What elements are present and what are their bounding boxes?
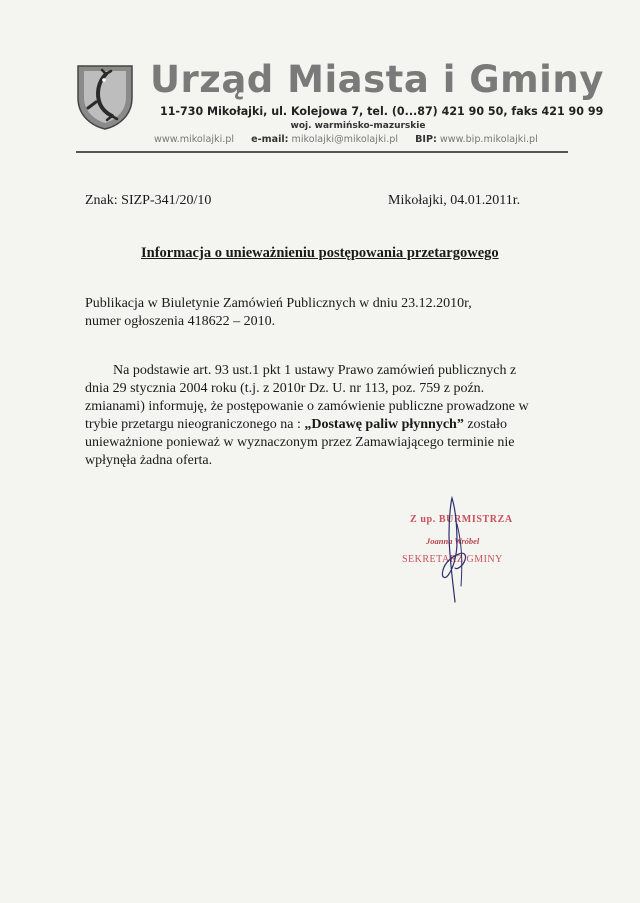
website-link[interactable]: www.mikolajki.pl <box>154 134 235 145</box>
tender-title: „Dostawę paliw płynnych” <box>304 417 464 432</box>
office-contacts <box>154 134 538 145</box>
body-line: unieważnione ponieważ w wyznaczonym przez Zamawiającego terminie nie <box>85 435 515 450</box>
body-line: Na podstawie art. 93 ust.1 pkt 1 ustawy Prawo zamówień publicznych z <box>113 363 517 378</box>
email-label: e-mail: <box>251 134 289 145</box>
stamp-signatory: Joanna Wróbel <box>426 536 480 546</box>
body-line: dnia 29 stycznia 2004 roku (t.j. z 2010r Dz. U. nr 113, poz. 759 z poźn. <box>85 381 485 396</box>
bip-label: BIP: <box>415 134 437 145</box>
stamp-line: SEKRETARZ GMINY <box>402 554 503 565</box>
body-line <box>85 416 565 434</box>
publication-line: numer ogłoszenia 418622 – 2010. <box>85 314 276 329</box>
email-link[interactable]: mikolajki@mikolajki.pl <box>291 134 398 145</box>
publication-info <box>85 295 555 331</box>
office-region: woj. warmińsko-mazurskie <box>290 121 426 131</box>
office-name: Urząd Miasta i Gminy <box>150 58 604 101</box>
publication-line: Publikacja w Biuletynie Zamówień Publicznych w dniu 23.12.2010r, <box>85 296 472 311</box>
bip-link[interactable]: www.bip.mikolajki.pl <box>439 134 538 145</box>
body-line: wpłynęła żadna oferta. <box>85 453 213 468</box>
body-text: zostało <box>463 417 507 432</box>
reference-number: Znak: SIZP-341/20/10 <box>85 193 212 208</box>
body-line: zmianami) informuję, że postępowanie o zamówienie publiczne prowadzone w <box>85 399 529 414</box>
document-subject: Informacja o unieważnieniu postępowania przetargowego <box>141 245 499 261</box>
letterhead-divider <box>76 151 568 153</box>
office-address: 11-730 Mikołajki, ul. Kolejowa 7, tel. (0...87) 421 90 50, faks 421 90 99 <box>160 104 604 118</box>
body-paragraph <box>85 362 565 470</box>
handwritten-signature <box>405 494 495 606</box>
place-date: Mikołajki, 04.01.2011r. <box>388 193 521 208</box>
body-text: trybie przetargu nieograniczonego na : <box>85 417 305 432</box>
stamp-line: Z up. BURMISTRZA <box>410 514 513 525</box>
